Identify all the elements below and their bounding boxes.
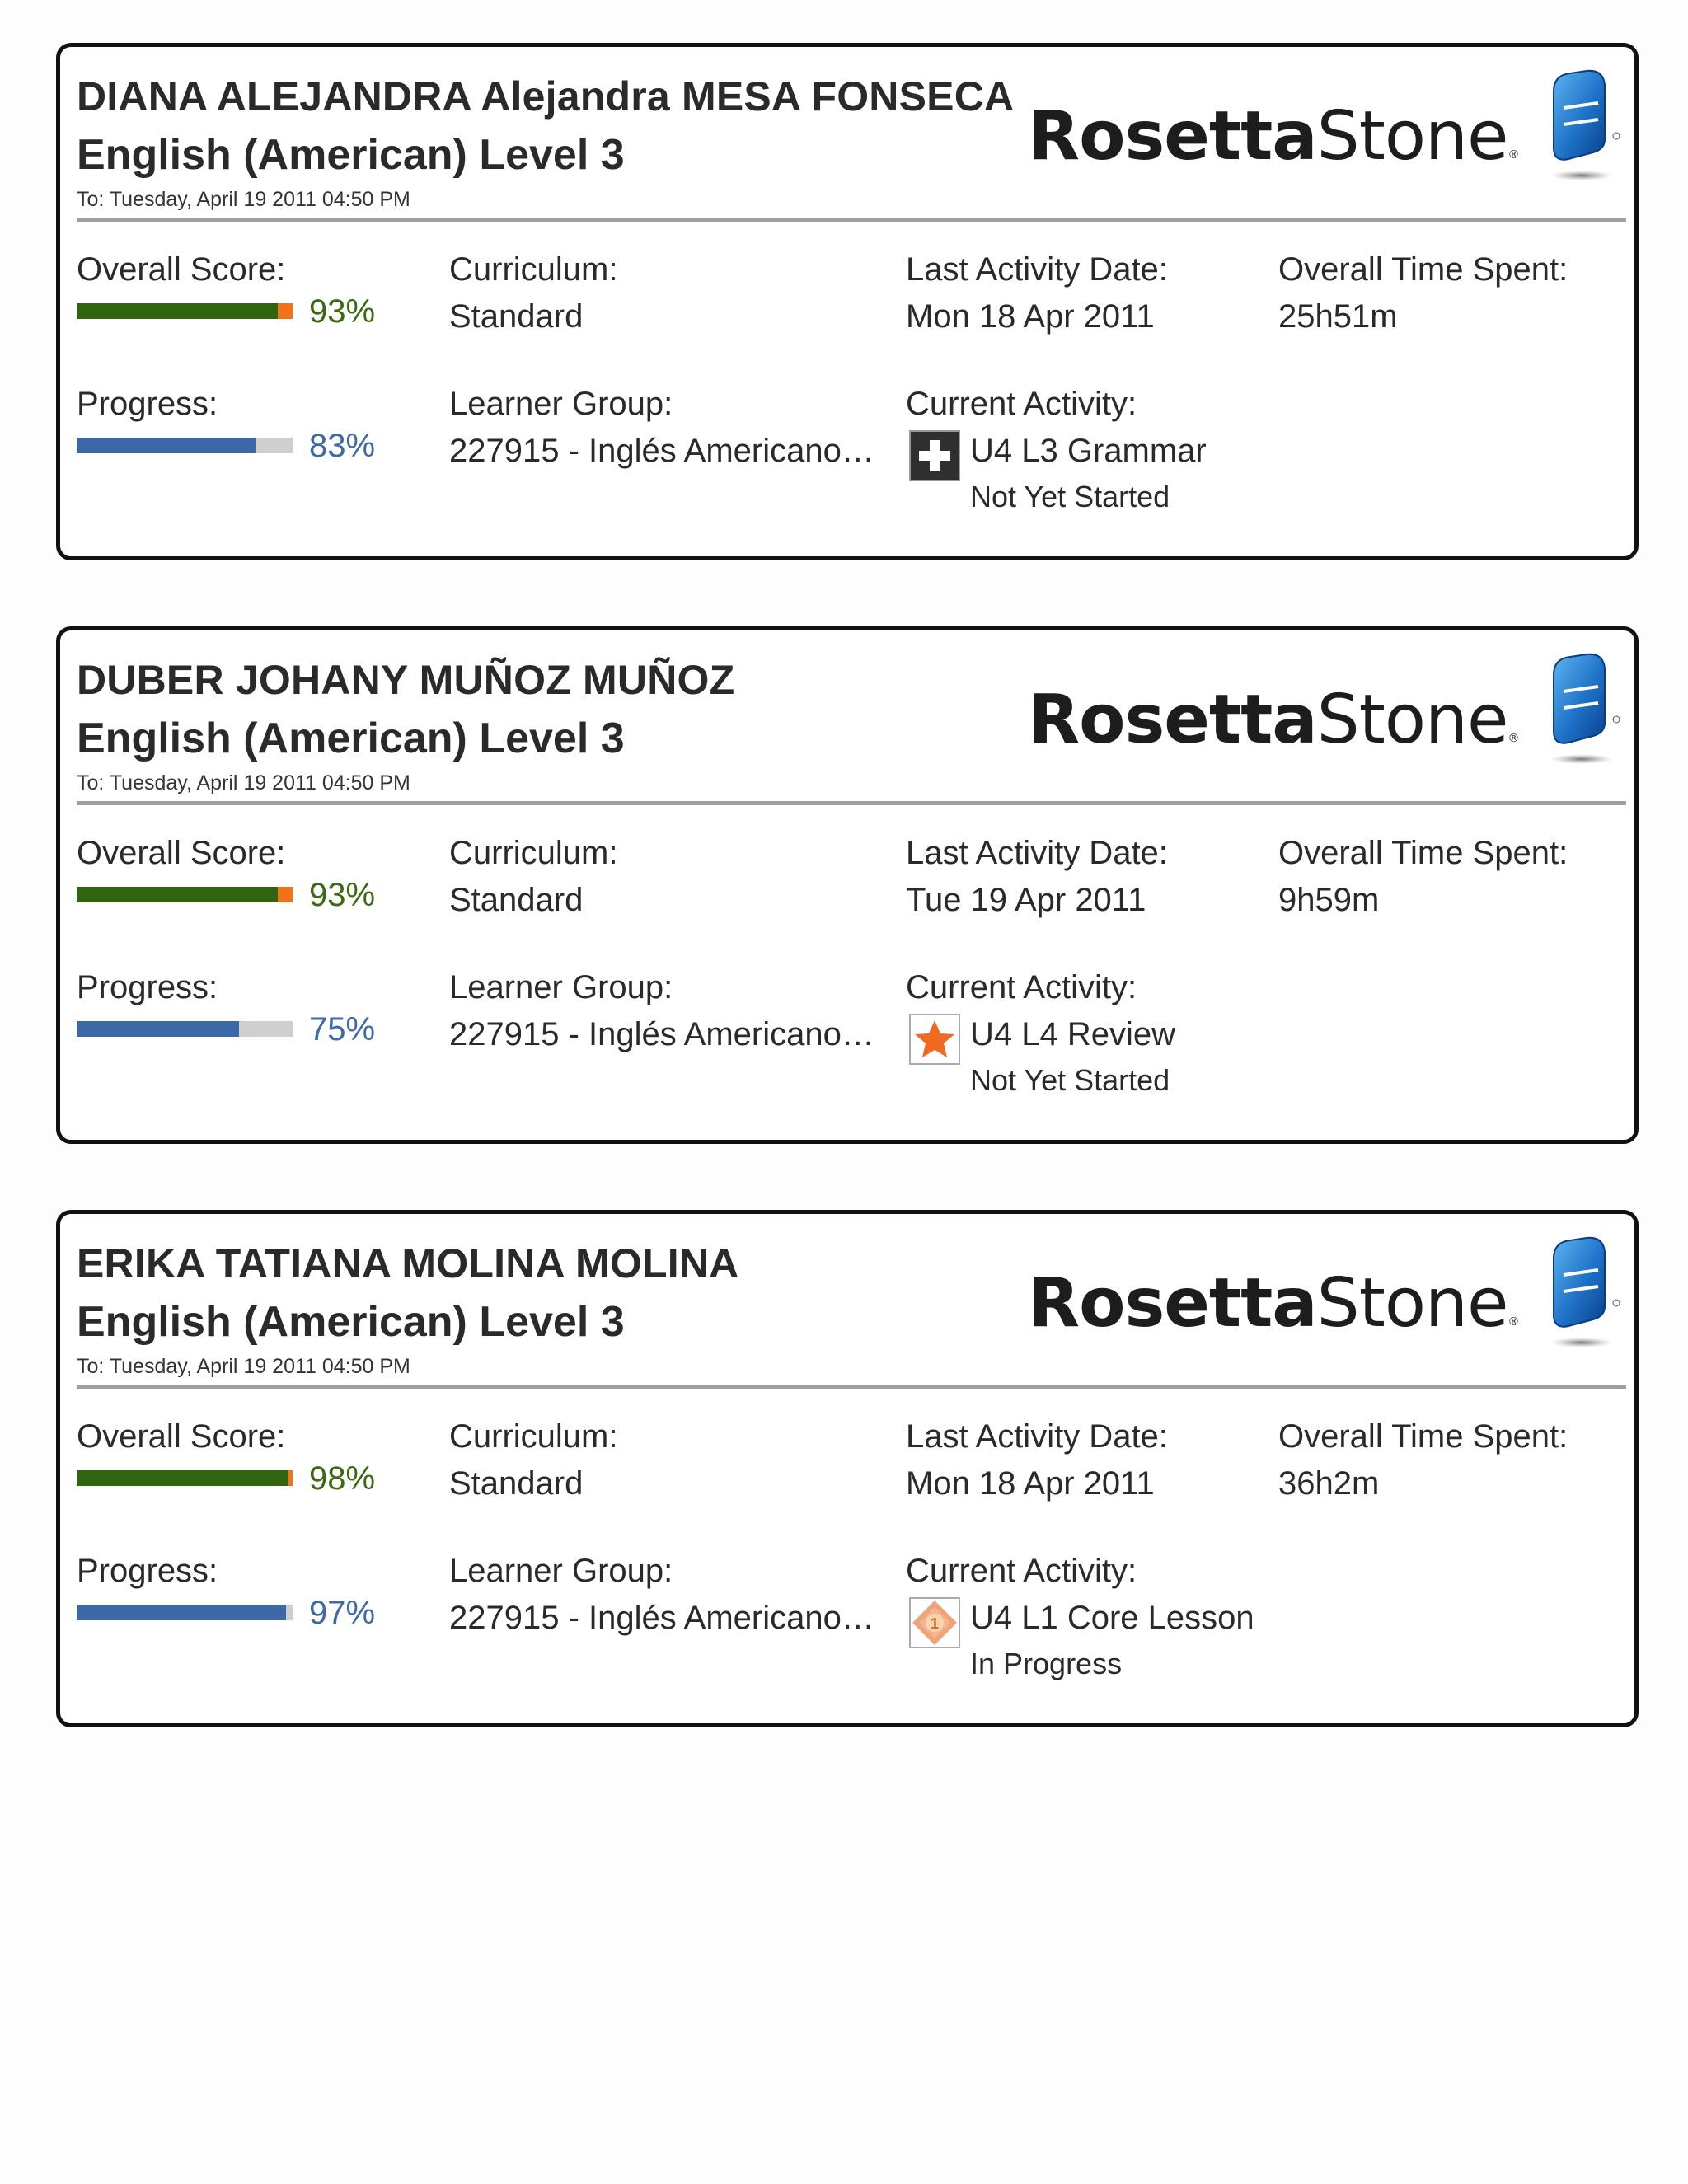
learner-group-label: Learner Group: [449, 1553, 673, 1589]
course-name: English (American) Level 3 [77, 1298, 625, 1346]
header-divider [77, 801, 1626, 805]
report-date: To: Tuesday, April 19 2011 04:50 PM [77, 1355, 410, 1378]
progress-bar-fill [77, 1021, 239, 1037]
current-activity-label: Current Activity: [906, 1553, 1137, 1589]
card-header [77, 70, 1626, 235]
progress-value: 97% [309, 1595, 376, 1631]
overall-score-bar [77, 1470, 293, 1486]
logo-wordmark-bold: Rosetta [1028, 1264, 1317, 1343]
learner-name: DIANA ALEJANDRA Alejandra MESA FONSECA [77, 73, 1015, 120]
header-divider [77, 218, 1626, 222]
curriculum-value: Standard [449, 1465, 584, 1502]
current-activity-status: Not Yet Started [970, 1063, 1170, 1097]
overall-score-label: Overall Score: [77, 835, 286, 871]
last-activity-date-label: Last Activity Date: [906, 1418, 1168, 1455]
curriculum-value: Standard [449, 882, 584, 918]
current-activity-label: Current Activity: [906, 386, 1137, 422]
curriculum-label: Curriculum: [449, 1418, 618, 1455]
progress-value: 75% [309, 1011, 376, 1047]
last-activity-date-label: Last Activity Date: [906, 251, 1168, 288]
last-activity-date-value: Tue 19 Apr 2011 [906, 882, 1146, 918]
learner-group-label: Learner Group: [449, 969, 673, 1005]
overall-score-bar [77, 887, 293, 902]
progress-bar-fill [77, 438, 256, 453]
current-activity-status: In Progress [970, 1647, 1123, 1680]
progress-bar [77, 1021, 293, 1037]
learner-name: DUBER JOHANY MUÑOZ MUÑOZ [77, 657, 735, 703]
logo-wordmark-light: Stone [1316, 681, 1508, 759]
progress-bar-fill [77, 1605, 286, 1620]
overall-score-bar-fill [77, 887, 278, 902]
overall-time-spent-value: 9h59m [1278, 882, 1380, 918]
logo-registered-mark: ® [1507, 148, 1519, 162]
rosetta-stone-emblem-icon [1536, 67, 1621, 190]
course-name: English (American) Level 3 [77, 131, 625, 179]
learner-group-label: Learner Group: [449, 386, 673, 422]
overall-score-label: Overall Score: [77, 251, 286, 288]
logo-wordmark-light: Stone [1316, 1264, 1508, 1343]
overall-score-bar-fill [77, 303, 278, 319]
overall-score-value: 93% [309, 293, 376, 330]
learner-name: ERIKA TATIANA MOLINA MOLINA [77, 1240, 739, 1286]
progress-label: Progress: [77, 386, 218, 422]
progress-value: 83% [309, 428, 376, 464]
curriculum-label: Curriculum: [449, 835, 618, 871]
current-activity-status: Not Yet Started [970, 480, 1170, 513]
overall-score-bar-remainder [278, 303, 293, 319]
progress-bar [77, 438, 293, 453]
overall-score-value: 93% [309, 877, 376, 913]
current-activity-name: U4 L3 Grammar [970, 433, 1207, 469]
overall-time-spent-label: Overall Time Spent: [1278, 835, 1568, 871]
curriculum-value: Standard [449, 298, 584, 335]
learner-card [56, 1210, 1639, 1727]
learner-card [56, 43, 1639, 560]
rosetta-stone-emblem-icon [1536, 650, 1621, 774]
logo-wordmark [1028, 1264, 1519, 1343]
last-activity-date-value: Mon 18 Apr 2011 [906, 298, 1155, 335]
current-activity-name: U4 L4 Review [970, 1016, 1176, 1052]
overall-score-bar-fill [77, 1470, 288, 1486]
logo-wordmark [1028, 683, 1518, 757]
overall-score-value: 98% [309, 1460, 376, 1497]
header-divider [77, 1385, 1626, 1389]
learner-card [56, 626, 1639, 1144]
logo-wordmark-bold: Rosetta [1028, 97, 1317, 176]
rosetta-stone-logo [1028, 1234, 1621, 1357]
progress-bar [77, 1605, 293, 1620]
progress-label: Progress: [77, 1553, 218, 1589]
logo-registered-mark: ® [1507, 1315, 1519, 1329]
last-activity-date-value: Mon 18 Apr 2011 [906, 1465, 1155, 1502]
last-activity-date-label: Last Activity Date: [906, 835, 1168, 871]
overall-time-spent-label: Overall Time Spent: [1278, 1418, 1568, 1455]
card-header [77, 1237, 1626, 1402]
card-header [77, 654, 1626, 818]
overall-score-bar-remainder [288, 1470, 293, 1486]
learner-group-value: 227915 - Inglés Americano… [449, 433, 874, 469]
progress-label: Progress: [77, 969, 218, 1005]
logo-wordmark-bold: Rosetta [1028, 681, 1317, 759]
report-date: To: Tuesday, April 19 2011 04:50 PM [77, 771, 410, 794]
current-activity-name: U4 L1 Core Lesson [970, 1600, 1254, 1636]
rosetta-stone-logo [1028, 650, 1621, 774]
logo-registered-mark: ® [1507, 732, 1519, 745]
core-lesson-diamond-icon [909, 1597, 960, 1648]
course-name: English (American) Level 3 [77, 715, 625, 762]
learner-group-value: 227915 - Inglés Americano… [449, 1016, 874, 1052]
rosetta-stone-logo [1028, 67, 1621, 190]
overall-score-bar [77, 303, 293, 319]
rosetta-stone-emblem-icon [1536, 1234, 1621, 1357]
current-activity-label: Current Activity: [906, 969, 1137, 1005]
overall-time-spent-label: Overall Time Spent: [1278, 251, 1568, 288]
overall-score-label: Overall Score: [77, 1418, 286, 1455]
overall-time-spent-value: 25h51m [1278, 298, 1398, 335]
logo-wordmark [1028, 97, 1519, 176]
overall-time-spent-value: 36h2m [1278, 1465, 1380, 1502]
report-date: To: Tuesday, April 19 2011 04:50 PM [77, 188, 410, 211]
logo-wordmark-light: Stone [1316, 97, 1508, 176]
svg-text:1: 1 [930, 1615, 940, 1632]
curriculum-label: Curriculum: [449, 251, 618, 288]
learner-group-value: 227915 - Inglés Americano… [449, 1600, 874, 1636]
grammar-plus-icon [909, 430, 960, 481]
review-star-icon [909, 1014, 960, 1065]
overall-score-bar-remainder [278, 887, 293, 902]
